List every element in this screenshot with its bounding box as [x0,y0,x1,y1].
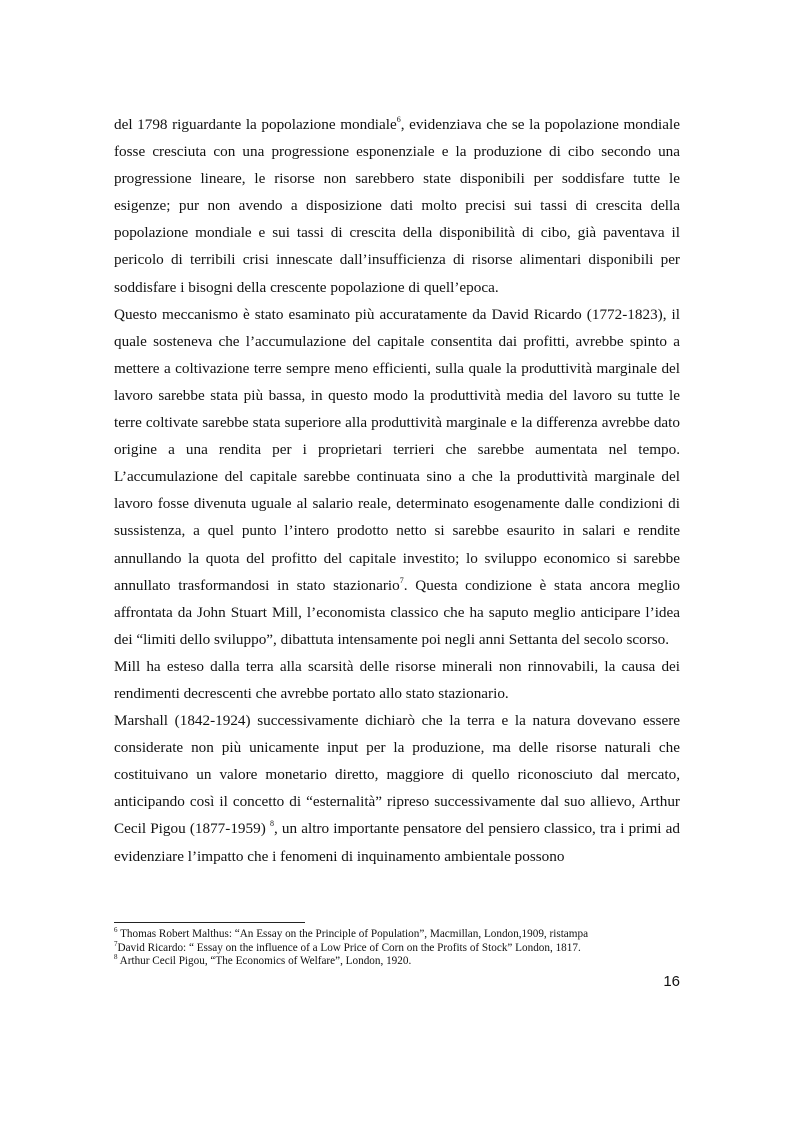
paragraph-text: del 1798 riguardante la popolazione mondiale [114,116,397,133]
body-paragraph [114,653,680,707]
footnote-text: Arthur Cecil Pigou, “The Economics of Welfare”, London, 1920. [117,955,412,968]
footnote-mark: 6 [114,926,118,935]
body-text [114,111,680,870]
body-paragraph [114,707,680,870]
footnote-item [114,955,694,969]
footnote-text: Thomas Robert Malthus: “An Essay on the Principle of Population”, Macmillan, London,1909, ristampa [117,928,589,940]
paragraph-text: , evidenziava che se la popolazione mondiale fosse cresciuta con una progressione esponenziale e la produzione di cibo secondo una progressione lineare, le risorse non sarebbero state disponibili per soddisfare tutte le esigenze; pur non avendo a disposizione dati molto precisi sui tassi di crescita della popolazione mondiale e sui tassi di crescita della disponibilità di cibo, già paventava il pericolo di terribili crisi innescate dall’insufficienza di risorse alimentari disponibili per soddisfare i bisogni della crescente popolazione di quell’epoca. [114,116,680,296]
footnote-mark: 7 [114,939,118,948]
footnote-reference[interactable]: 6 [396,114,401,124]
paragraph-text: . Questa condizione è stata ancora meglio affrontata da John Stuart Mill, l’economista classico che ha saputo meglio anticipare l’idea dei “limiti dello sviluppo”, dibattuta intensamente poi negli anni Settanta del secolo scorso. [114,576,680,648]
body-paragraph [114,301,680,653]
footnote-item [114,928,694,942]
page-number: 16 [663,973,680,990]
footnote-text: David Ricardo: “ Essay on the influence of a Low Price of Corn on the Profits of Stock” London, 1817. [117,941,581,954]
paragraph-text: Questo meccanismo è stato esaminato più accuratamente da David Ricardo (1772-1823), il quale sosteneva che l’accumulazione del capitale consentita dai profitti, avrebbe spinto a mettere a coltivazione terre sempre meno efficienti, sulla quale la produttività marginale del lavoro sarebbe stata più bassa, in questo modo la produttività media del lavoro su tutte le terre coltivate sarebbe stata superiore alla produttività marginale e la differenza avrebbe dato origine a una rendita per i proprietari terrieri che sarebbe aumentata nel tempo. L’accumulazione del capitale sarebbe continuata sino a che la produttività marginale del lavoro fosse divenuta uguale al salario reale, determinato esogenamente dalle condizioni di sussistenza, a quel punto l’intero prodotto netto si sarebbe esaurito in salari e rendite annullando la quota del profitto del capitale investito; lo sviluppo economico si sarebbe annullato trasformandosi in stato stazionario [114,305,680,594]
footnote-divider [114,922,305,923]
footnote-mark: 8 [114,953,118,962]
paragraph-text: Mill ha esteso dalla terra alla scarsità delle risorse minerali non rinnovabili, la causa dei rendimenti decrescenti che avrebbe portato allo stato stazionario. [114,657,680,702]
footnote-item [114,939,694,956]
body-paragraph [114,111,680,301]
footnote-reference[interactable]: 7 [399,575,404,585]
paragraph-text: Marshall (1842-1924) successivamente dichiarò che la terra e la natura dovevano essere considerate non più unicamente input per la produzione, ma delle risorse naturali che costituivano un valore monetario diretto, maggiore di quello riconosciuto dal mercato, anticipando così il concetto di “esternalità” ripreso successivamente dal suo allievo, Arthur Cecil Pigou (1877-1959) [114,712,680,838]
paragraph-text: , un altro importante pensatore del pensiero classico, tra i primi ad evidenziare l’impatto che i fenomeni di inquinamento ambientale possono [114,820,681,865]
footnote-reference[interactable]: 8 [269,819,274,829]
footnotes [114,928,694,969]
